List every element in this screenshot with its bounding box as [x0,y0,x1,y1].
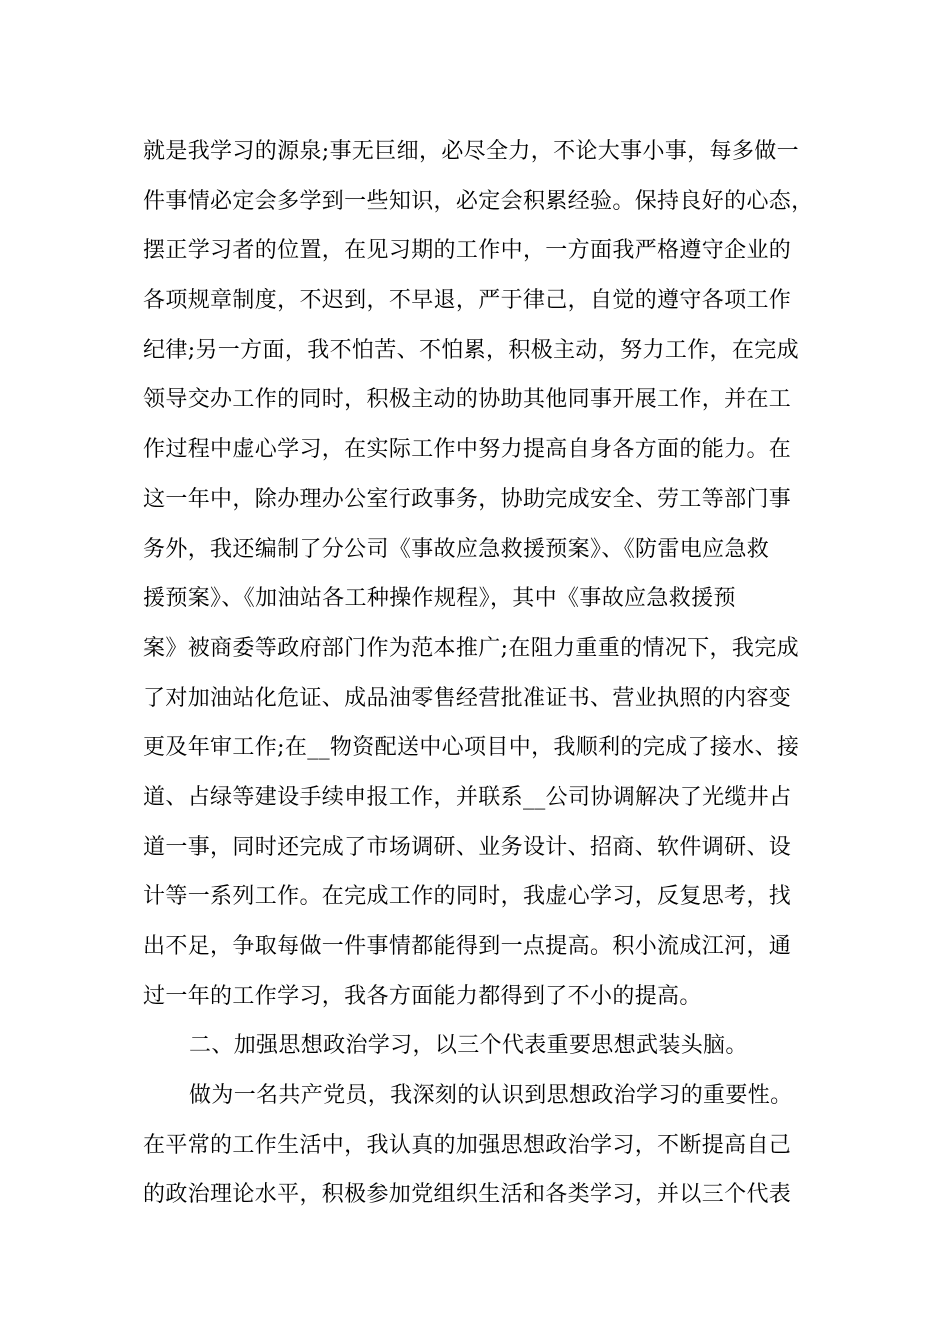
text-line: 了对加油站化危证、成品油零售经营批准证书、营业执照的内容变 [143,685,792,711]
text-line: 过一年的工作学习，我各方面能力都得到了不小的提高。 [143,983,702,1009]
text-line: 的政治理论水平，积极参加党组织生活和各类学习，并以三个代表 [143,1182,792,1208]
text-line: 计等一系列工作。在完成工作的同时，我虚心学习，反复思考，找 [143,884,792,910]
text-line: 道一事，同时还完成了市场调研、业务设计、招商、软件调研、设 [143,834,792,860]
text-line: 出不足，争取每做一件事情都能得到一点提高。积小流成江河，通 [143,934,792,959]
section-heading: 二、加强思想政治学习，以三个代表重要思想武装头脑。 [189,1033,748,1059]
text-line: 案》被商委等政府部门作为范本推广;在阻力重重的情况下，我完成 [143,635,799,661]
text-line: 领导交办工作的同时，积极主动的协助其他同事开展工作，并在工 [143,387,792,413]
text-line: 就是我学习的源泉;事无巨细，必尽全力，不论大事小事，每多做一 [143,139,799,164]
text-line: 援预案》、《加油站各工种操作规程》，其中《事故应急救援预 [143,586,736,612]
text-line: 务外，我还编制了分公司《事故应急救援预案》、《防雷电应急救 [143,536,770,562]
text-line: 各项规章制度，不迟到，不早退，严于律己，自觉的遵守各项工作 [143,288,792,314]
text-line: 道、占绿等建设手续申报工作，并联系__公司协调解决了光缆井占 [143,784,792,810]
text-line: 作过程中虚心学习，在实际工作中努力提高自身各方面的能力。在 [143,437,792,463]
text-line: 在平常的工作生活中，我认真的加强思想政治学习，不断提高自己 [143,1132,792,1158]
text-line: 件事情必定会多学到一些知识，必定会积累经验。保持良好的心态， [143,188,814,214]
text-line: 纪律;另一方面，我不怕苦、不怕累，积极主动，努力工作，在完成 [143,337,799,363]
text-line: 这一年中，除办理办公室行政事务，协助完成安全、劳工等部门事 [143,486,792,512]
text-line: 更及年审工作;在__物资配送中心项目中，我顺利的完成了接水、接 [143,735,800,761]
body-text [143,127,823,1220]
text-line: 摆正学习者的位置，在见习期的工作中，一方面我严格遵守企业的 [143,238,792,264]
paragraph-start-line: 做为一名共产党员，我深刻的认识到思想政治学习的重要性。 [189,1083,793,1109]
